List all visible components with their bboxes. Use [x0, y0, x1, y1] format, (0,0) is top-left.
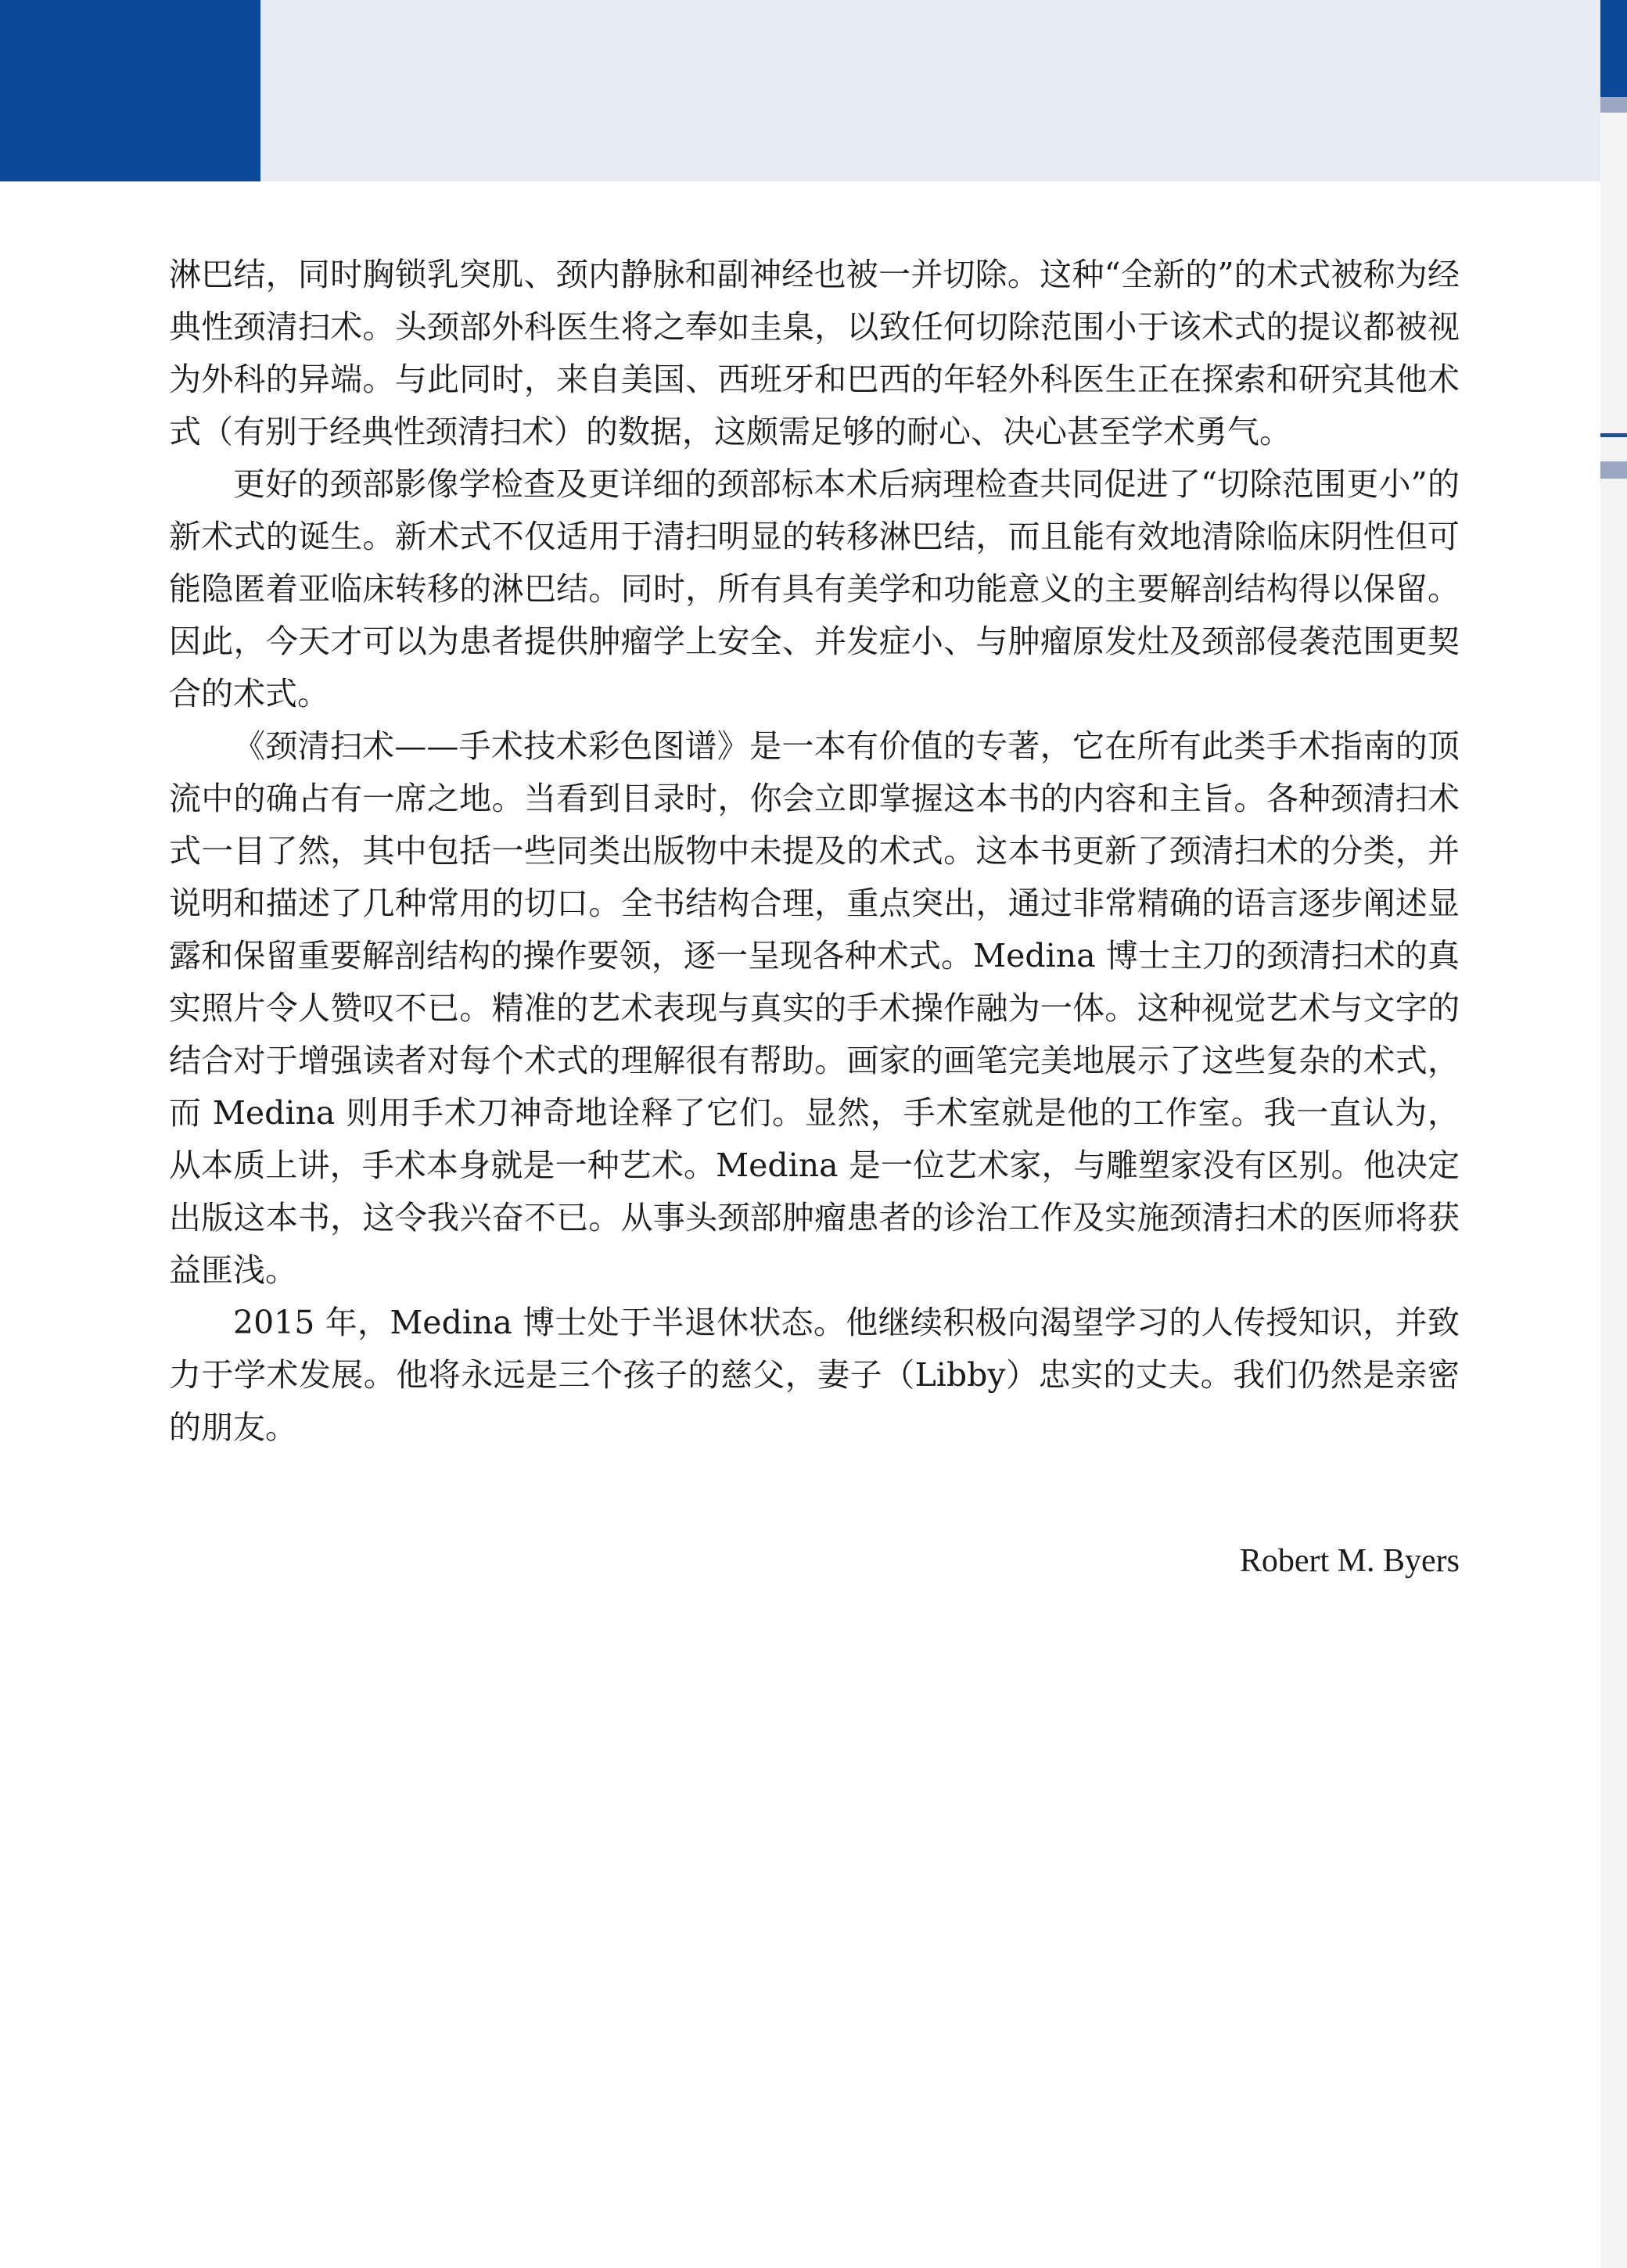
- edge-marker-block: [1600, 461, 1627, 479]
- edge-marker-line: [1600, 433, 1627, 437]
- paragraph-1: 淋巴结，同时胸锁乳突肌、颈内静脉和副神经也被一并切除。这种“全新的”的术式被称为经典性颈清扫术。头颈部外科医生将之奉如圭臬，以致任何切除范围小于该术式的提议都被视为外科的异端。与此同时，来自美国、西班牙和巴西的年轻外科医生正在探索和研究其他术式（有别于经典性颈清扫术）的数据，这颇需足够的耐心、决心甚至学术勇气。: [169, 256, 1460, 450]
- edge-tab-light: [1600, 97, 1627, 113]
- paragraph-2: 更好的颈部影像学检查及更详细的颈部标本术后病理检查共同促进了“切除范围更小”的新术式的诞生。新术式不仅适用于清扫明显的转移淋巴结，而且能有效地清除临床阴性但可能隐匿着亚临床转移的淋巴结。同时，所有具有美学和功能意义的主要解剖结构得以保留。因此，今天才可以为患者提供肿瘤学上安全、并发症小、与肿瘤原发灶及颈部侵袭范围更契合的术式。: [169, 465, 1460, 712]
- body-text: [169, 249, 1460, 1454]
- paragraph-3: 《颈清扫术——手术技术彩色图谱》是一本有价值的专著，它在所有此类手术指南的顶流中的确占有一席之地。当看到目录时，你会立即掌握这本书的内容和主旨。各种颈清扫术式一目了然，其中包括一些同类出版物中未提及的术式。这本书更新了颈清扫术的分类，并说明和描述了几种常用的切口。全书结构合理，重点突出，通过非常精确的语言逐步阐述显露和保留重要解剖结构的操作要领，逐一呈现各种术式。Medina 博士主刀的颈清扫术的真实照片令人赞叹不已。精准的艺术表现与真实的手术操作融为一体。这种视觉艺术与文字的结合对于增强读者对每个术式的理解很有帮助。画家的画笔完美地展示了这些复杂的术式，而 Medina 则用手术刀神奇地诠释了它们。显然，手术室就是他的工作室。我一直认为，从本质上讲，手术本身就是一种艺术。Medina 是一位艺术家，与雕塑家没有区别。他决定出版这本书，这令我兴奋不已。从事头颈部肿瘤患者的诊治工作及实施颈清扫术的医师将获益匪浅。: [169, 727, 1460, 1289]
- author-signature: Robert M. Byers: [1239, 1543, 1460, 1579]
- paragraph-4: 2015 年，Medina 博士处于半退休状态。他继续积极向渴望学习的人传授知识，并致力于学术发展。他将永远是三个孩子的慈父，妻子（Libby）忠实的丈夫。我们仍然是亲密的朋友。: [169, 1304, 1460, 1446]
- edge-tab-dark: [1600, 0, 1627, 97]
- header-color-block: [0, 0, 260, 181]
